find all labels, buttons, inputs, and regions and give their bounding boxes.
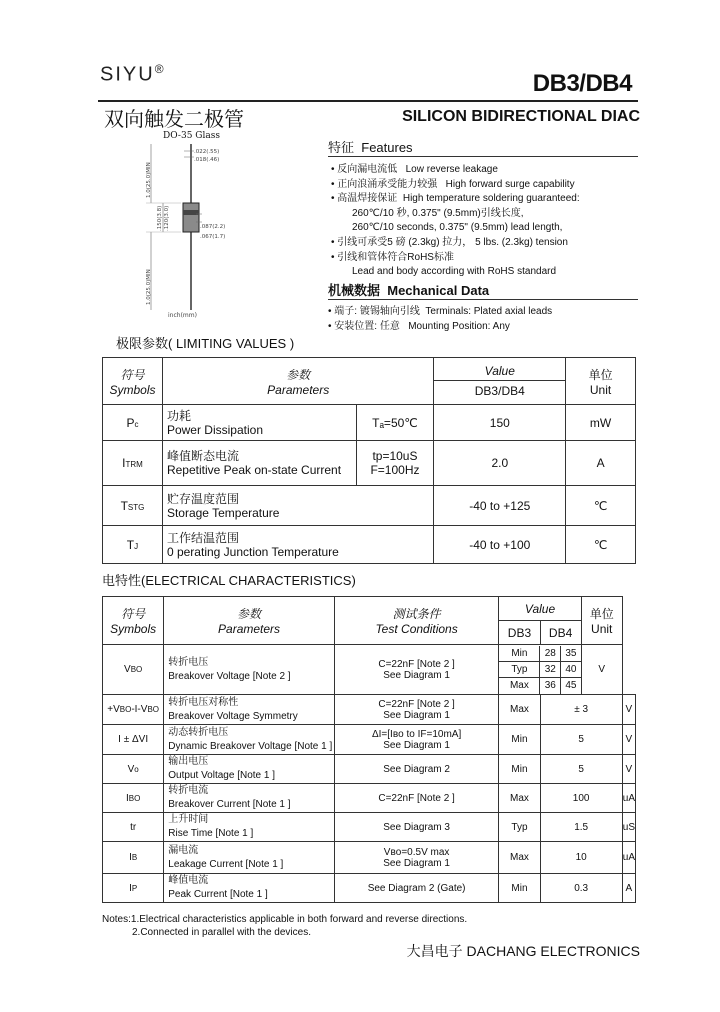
dim-wire-max: .022(.55) [194,149,220,155]
symbol-cell: Pc [103,405,163,441]
parameter-cell: 漏电流 Leakage Current [Note 1 ] [164,842,335,874]
unit-cell: V [622,695,635,725]
registered-mark: ® [154,62,166,76]
parameter-cell: 转折电流 Breakover Current [Note 1 ] [164,784,335,813]
level-cell: Typ [499,813,540,842]
parameter-cell: 工作结温范围 0 perating Junction Temperature [162,526,433,564]
features-heading: 特征 Features [328,137,638,157]
header-parameters: 参数 Parameters [162,358,433,405]
dim-lead-bottom: 1.0(25.0)MIN [146,269,152,305]
table-row [103,874,636,903]
note-2: 2.Connected in parallel with the devices. [132,927,311,938]
unit-cell: A [622,874,635,903]
table-row [103,784,636,813]
condition-cell: See Diagram 2 [334,755,499,784]
symbol-cell: IB [103,842,164,874]
electrical-title: 电特性(ELECTRICAL CHARACTERISTICS) [102,573,356,588]
feature-item: • 正向浪涌承受能力较强 High forward surge capability [331,178,575,190]
table-row [103,813,636,842]
notes [102,913,467,939]
condition-cell: See Diagram 3 [334,813,499,842]
value-cell: -40 to +125 [434,486,566,526]
table-row [103,695,636,725]
unit-cell: A [566,441,636,486]
header-db3: DB3 [499,621,540,645]
symbol-cell: Vo [103,755,164,784]
feature-item: • 高温焊接保证 High temperature soldering guaranteed: 260℃/10 秒, 0.375" (9.5mm)引线长度, 260℃/10 seconds, 0.375" (9.5mm) lead length, [331,193,580,234]
title-zh: 双向触发二极管 [104,107,244,131]
part-number: DB3/DB4 [532,70,632,97]
parameter-cell: 上升时间 Rise Time [Note 1 ] [164,813,335,842]
dim-wire-min: .018(.46) [194,157,220,163]
dim-lead-top: 1.0(25.0)MIN [146,162,152,198]
feature-item: • 反向漏电流低 Low reverse leakage [331,164,498,175]
value-cell: 2.0 [434,441,566,486]
electrical-characteristics-table [102,596,636,903]
mechanical-item: • 安装位置: 任意 Mounting Position: Any [328,320,510,332]
parameter-cell: 转折电压对称性 Breakover Voltage Symmetry [164,695,335,725]
unit-cell: mW [566,405,636,441]
mechanical-list [328,305,638,334]
level-cell: Max [499,842,540,874]
mechanical-section [328,280,638,334]
symbol-cell: TSTG [103,486,163,526]
symbol-cell: IBO [103,784,164,813]
dim-unit: inch(mm) [168,312,197,319]
parameter-cell: 动态转折电压 Dynamic Breakover Voltage [Note 1 ] [164,725,335,755]
vbo-max-row: Max 36 45 [499,678,580,694]
vbo-typ-row: Typ 32 40 [499,662,580,678]
dim-dia-min: .067(1.7) [200,234,226,240]
level-cell: Min [499,755,540,784]
value-cell: 5 [540,755,622,784]
header-value: Value DB3/DB4 [434,358,566,405]
unit-cell: uA [622,842,635,874]
condition-cell: C=22nF [Note 2 ] See Diagram 1 [334,695,499,725]
condition-cell: C=22nF [Note 2 ] See Diagram 1 [334,645,499,695]
vbo-values-cell [499,645,581,695]
parameter-cell: 贮存温度范围 Storage Temperature [162,486,433,526]
parameter-cell: 峰值断态电流 Repetitive Peak on-state Current [162,441,356,486]
table-header-row [103,358,636,405]
vbo-min-row: Min 28 35 [499,646,580,662]
parameter-cell: 输出电压 Output Voltage [Note 1 ] [164,755,335,784]
package-label: DO-35 Glass [163,131,220,141]
condition-cell: Tₐ=50℃ [356,405,434,441]
value-cell: 100 [540,784,622,813]
condition-cell: tp=10uS F=100Hz [356,441,434,486]
table-row [103,526,636,564]
level-cell: Max [499,784,540,813]
unit-cell: uA [622,784,635,813]
parameter-cell: 峰值电流 Peak Current [Note 1 ] [164,874,335,903]
unit-cell: V [581,645,622,695]
value-cell: 1.5 [540,813,622,842]
symbol-cell: I ± ΔVI [103,725,164,755]
mechanical-item: • 端子: 镀锡轴向引线 Terminals: Plated axial leads [328,306,553,317]
footer-company: 大昌电子 DACHANG ELECTRONICS [406,943,640,959]
feature-item: • 引线和管体符合RoHS标准 Lead and body according with RoHS standard [331,251,557,278]
header-value: Value [499,597,581,621]
symbol-cell: VBO [103,645,164,695]
title-en: SILICON BIDIRECTIONAL DIAC [402,108,640,125]
feature-item: • 引线可承受5 磅 (2.3kg) 拉力， 5 lbs. (2.3kg) tension [331,236,568,248]
symbol-cell: tr [103,813,164,842]
header-unit: 单位 Unit [581,597,622,645]
table-row [103,725,636,755]
limiting-title: 极限参数( LIMITING VALUES ) [116,336,295,351]
brand-logo [100,62,166,87]
table-row [103,405,636,441]
dim-body-min: .120(3.0) [164,205,170,231]
package-outline-drawing [136,128,246,323]
value-cell: ± 3 [540,695,622,725]
table-row [103,645,636,695]
symbol-cell: ITRM [103,441,163,486]
unit-cell: V [622,755,635,784]
condition-cell: C=22nF [Note 2 ] [334,784,499,813]
symbol-cell: TJ [103,526,163,564]
features-section [328,137,638,280]
symbol-cell: IP [103,874,164,903]
value-cell: 10 [540,842,622,874]
parameter-cell: 功耗 Power Dissipation [162,405,356,441]
value-cell: 150 [434,405,566,441]
dim-dia-max: .087(2.2) [200,224,226,230]
brand-name: SIYU [100,63,155,86]
unit-cell: uS [622,813,635,842]
vbo-values-grid [499,646,580,694]
header-unit: 单位 Unit [566,358,636,405]
table-header-row [103,597,636,621]
header-symbols: 符号 Symbols [103,597,164,645]
limiting-values-table [102,357,636,564]
value-cell: 0.3 [540,874,622,903]
unit-cell: ℃ [566,526,636,564]
table-row [103,441,636,486]
table-row [103,486,636,526]
header-symbols: 符号 Symbols [103,358,163,405]
condition-cell: ΔI=[Iʙᴏ to IF=10mA] See Diagram 1 [334,725,499,755]
unit-cell: V [622,725,635,755]
header-parameters: 参数 Parameters [164,597,335,645]
level-cell: Max [499,695,540,725]
features-list [328,163,638,280]
condition-cell: See Diagram 2 (Gate) [334,874,499,903]
unit-cell: ℃ [566,486,636,526]
level-cell: Min [499,725,540,755]
parameter-cell: 转折电压 Breakover Voltage [Note 2 ] [164,645,335,695]
table-row [103,755,636,784]
header-conditions: 测试条件 Test Conditions [334,597,499,645]
table-row [103,842,636,874]
value-cell: 5 [540,725,622,755]
dim-body-max: .150(3.8) [157,205,163,231]
header-db4: DB4 [540,621,581,645]
note-1: Notes:1.Electrical characteristics applicable in both forward and reverse directions. [102,914,468,925]
header-divider [98,100,638,102]
condition-cell: Vʙᴏ=0.5V max See Diagram 1 [334,842,499,874]
level-cell: Min [499,874,540,903]
mechanical-heading: 机械数据 Mechanical Data [328,280,638,300]
value-cell: -40 to +100 [434,526,566,564]
symbol-cell: +VBO-I-VBO [103,695,164,725]
